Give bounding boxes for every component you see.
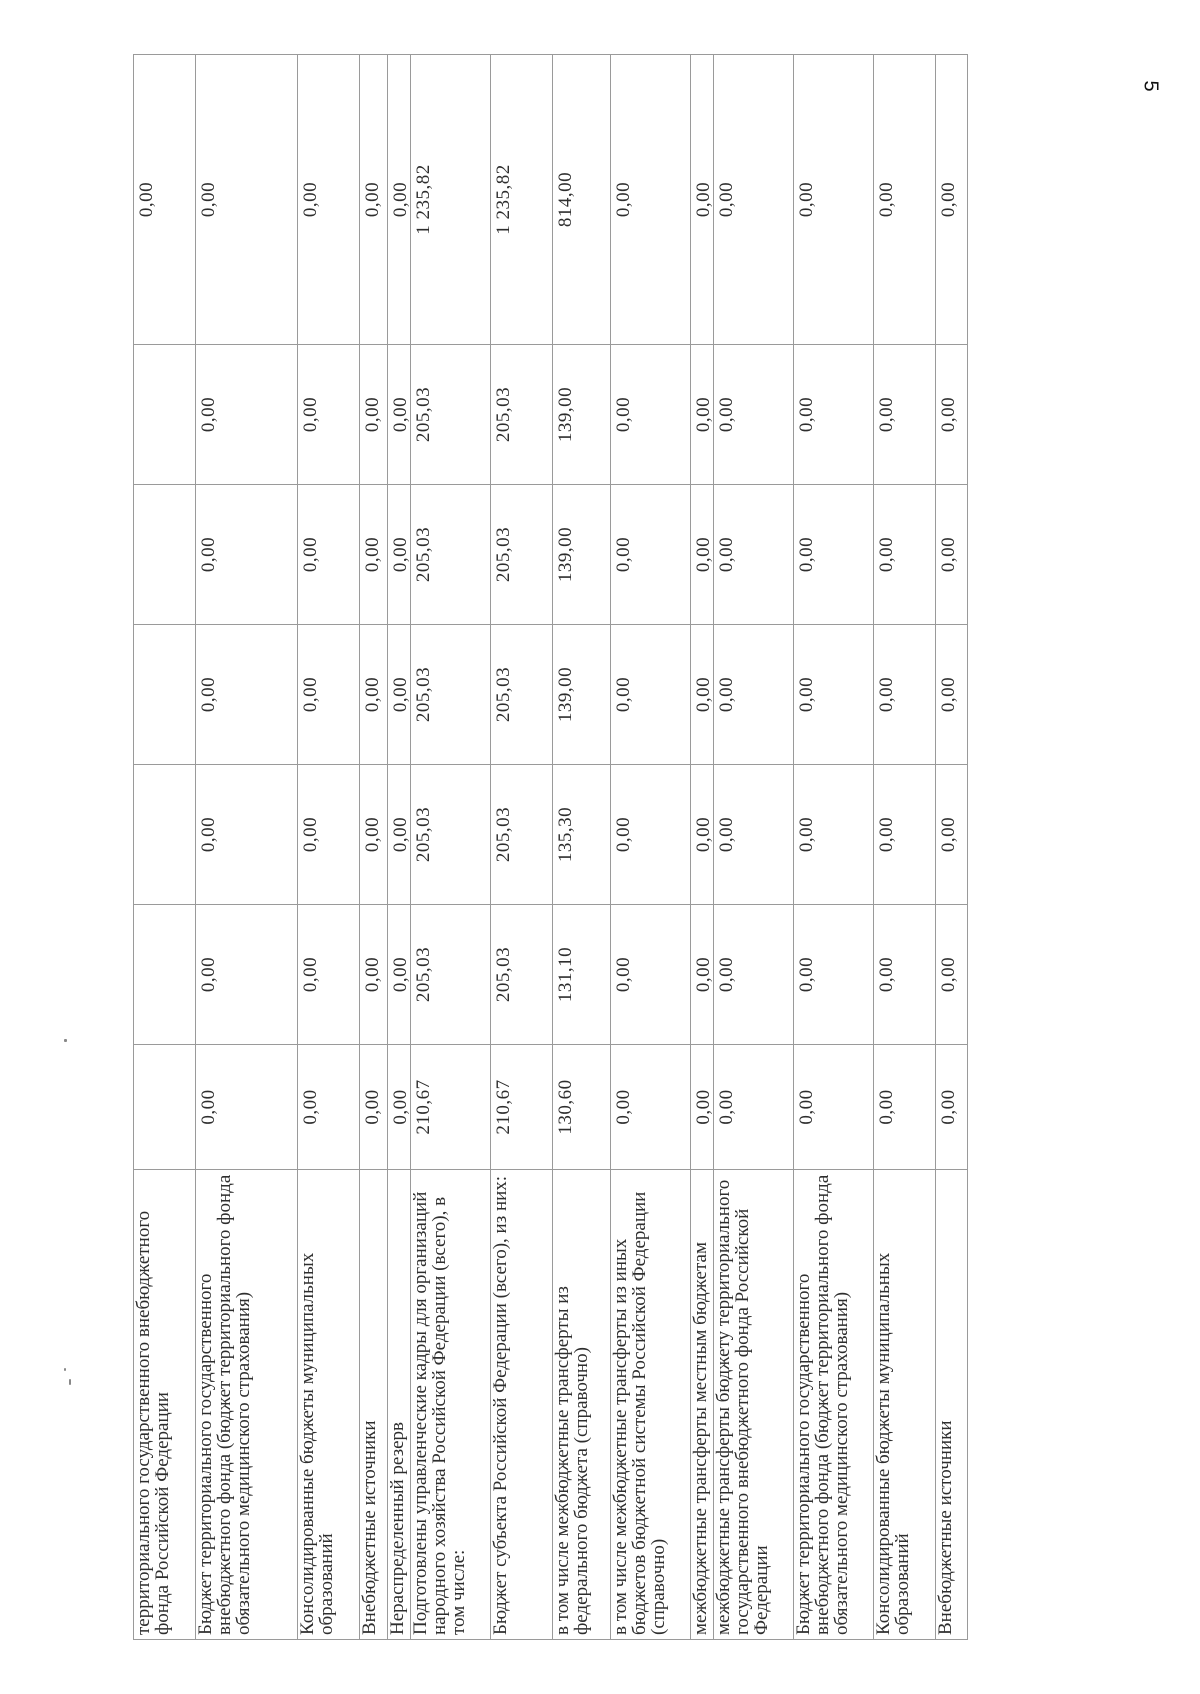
value-cell: 0,00 bbox=[874, 625, 936, 765]
value-cell: 210,67 bbox=[411, 1045, 491, 1170]
value-cell: 0,00 bbox=[298, 905, 360, 1045]
value-cell: 0,00 bbox=[196, 485, 298, 625]
value-cell: 0,00 bbox=[691, 1045, 714, 1170]
value-cell: 0,00 bbox=[936, 905, 968, 1045]
value-cell: 0,00 bbox=[388, 55, 411, 345]
value-cell: 0,00 bbox=[874, 905, 936, 1045]
value-cell: 0,00 bbox=[298, 765, 360, 905]
value-cell: 1 235,82 bbox=[411, 55, 491, 345]
value-cell: 0,00 bbox=[611, 765, 691, 905]
table-row bbox=[411, 55, 491, 1640]
value-cell: 0,00 bbox=[794, 765, 874, 905]
row-label: в том числе межбюджетные трансферты из федерального бюджета (справочно) bbox=[553, 1170, 611, 1640]
value-cell: 0,00 bbox=[360, 485, 388, 625]
value-cell: 205,03 bbox=[411, 345, 491, 485]
value-cell: 0,00 bbox=[388, 625, 411, 765]
table-row bbox=[553, 55, 611, 1640]
value-cell: 0,00 bbox=[611, 485, 691, 625]
table-row bbox=[388, 55, 411, 1640]
row-label: Консолидированные бюджеты муниципальных образований bbox=[874, 1170, 936, 1640]
row-label: Нераспределенный резерв bbox=[388, 1170, 411, 1640]
value-cell: 0,00 bbox=[936, 765, 968, 905]
value-cell: 0,00 bbox=[298, 485, 360, 625]
value-cell: 205,03 bbox=[491, 905, 553, 1045]
value-cell: 0,00 bbox=[360, 1045, 388, 1170]
value-cell: 0,00 bbox=[691, 485, 714, 625]
value-cell: 0,00 bbox=[691, 55, 714, 345]
value-cell: 139,00 bbox=[553, 485, 611, 625]
table-row bbox=[714, 55, 794, 1640]
value-cell: 0,00 bbox=[360, 905, 388, 1045]
value-cell: 0,00 bbox=[388, 1045, 411, 1170]
value-cell: 0,00 bbox=[360, 55, 388, 345]
value-cell: 135,30 bbox=[553, 765, 611, 905]
value-cell: 139,00 bbox=[553, 345, 611, 485]
value-cell: 0,00 bbox=[794, 485, 874, 625]
scan-speck bbox=[64, 1039, 67, 1042]
page-number: 5 bbox=[1139, 80, 1162, 92]
table-row bbox=[936, 55, 968, 1640]
table-row bbox=[611, 55, 691, 1640]
value-cell: 0,00 bbox=[691, 625, 714, 765]
row-label: в том числе межбюджетные трансферты из иных бюджетов бюджетной системы Российской Федерации (справочно) bbox=[611, 1170, 691, 1640]
row-label: Внебюджетные источники bbox=[936, 1170, 968, 1640]
rotated-table-area bbox=[133, 55, 959, 1640]
value-cell: 0,00 bbox=[388, 485, 411, 625]
value-cell: 0,00 bbox=[196, 345, 298, 485]
value-cell: 210,67 bbox=[491, 1045, 553, 1170]
value-cell: 0,00 bbox=[388, 905, 411, 1045]
value-cell: 0,00 bbox=[714, 55, 794, 345]
table-row bbox=[134, 55, 196, 1640]
value-cell: 205,03 bbox=[491, 765, 553, 905]
value-cell: 205,03 bbox=[411, 905, 491, 1045]
value-cell: 814,00 bbox=[553, 55, 611, 345]
value-cell: 0,00 bbox=[691, 345, 714, 485]
row-label: Внебюджетные источники bbox=[360, 1170, 388, 1640]
value-cell: 0,00 bbox=[196, 625, 298, 765]
value-cell: 0,00 bbox=[691, 765, 714, 905]
value-cell bbox=[134, 625, 196, 765]
value-cell: 0,00 bbox=[611, 1045, 691, 1170]
value-cell: 0,00 bbox=[360, 625, 388, 765]
value-cell: 205,03 bbox=[491, 345, 553, 485]
value-cell: 0,00 bbox=[298, 625, 360, 765]
value-cell: 0,00 bbox=[196, 55, 298, 345]
value-cell: 131,10 bbox=[553, 905, 611, 1045]
value-cell: 0,00 bbox=[360, 765, 388, 905]
value-cell: 0,00 bbox=[196, 905, 298, 1045]
value-cell: 0,00 bbox=[874, 1045, 936, 1170]
table-row bbox=[491, 55, 553, 1640]
row-label: Подготовлены управленческие кадры для организаций народного хозяйства Российской Федерации (всего), в том числе: bbox=[411, 1170, 491, 1640]
value-cell: 0,00 bbox=[936, 55, 968, 345]
budget-table bbox=[133, 54, 968, 1640]
value-cell bbox=[134, 1045, 196, 1170]
value-cell: 205,03 bbox=[491, 625, 553, 765]
table-row bbox=[794, 55, 874, 1640]
value-cell: 0,00 bbox=[611, 905, 691, 1045]
row-label: межбюджетные трансферты местным бюджетам bbox=[691, 1170, 714, 1640]
scan-speck bbox=[69, 1379, 71, 1385]
value-cell bbox=[134, 765, 196, 905]
value-cell: 0,00 bbox=[794, 345, 874, 485]
scan-speck bbox=[64, 1368, 66, 1371]
row-label: Консолидированные бюджеты муниципальных образований bbox=[298, 1170, 360, 1640]
value-cell: 0,00 bbox=[874, 55, 936, 345]
table-row bbox=[196, 55, 298, 1640]
value-cell: 0,00 bbox=[388, 345, 411, 485]
value-cell: 130,60 bbox=[553, 1045, 611, 1170]
value-cell: 0,00 bbox=[874, 345, 936, 485]
value-cell: 0,00 bbox=[794, 55, 874, 345]
value-cell: 0,00 bbox=[936, 625, 968, 765]
row-label: Бюджет территориального государственного внебюджетного фонда (бюджет территориального фонда обязательного медицинского страхования) bbox=[794, 1170, 874, 1640]
value-cell: 0,00 bbox=[691, 905, 714, 1045]
value-cell: 0,00 bbox=[714, 905, 794, 1045]
table-row bbox=[298, 55, 360, 1640]
table-row bbox=[691, 55, 714, 1640]
value-cell bbox=[134, 905, 196, 1045]
value-cell: 0,00 bbox=[714, 485, 794, 625]
table-row bbox=[360, 55, 388, 1640]
row-label: Бюджет территориального государственного внебюджетного фонда (бюджет территориального фонда обязательного медицинского страхования) bbox=[196, 1170, 298, 1640]
value-cell: 0,00 bbox=[196, 1045, 298, 1170]
value-cell: 0,00 bbox=[936, 1045, 968, 1170]
value-cell: 0,00 bbox=[388, 765, 411, 905]
table-body bbox=[134, 55, 968, 1640]
value-cell: 205,03 bbox=[411, 625, 491, 765]
value-cell: 0,00 bbox=[611, 55, 691, 345]
value-cell: 205,03 bbox=[411, 765, 491, 905]
value-cell: 139,00 bbox=[553, 625, 611, 765]
value-cell bbox=[134, 485, 196, 625]
value-cell: 0,00 bbox=[936, 345, 968, 485]
value-cell: 0,00 bbox=[714, 345, 794, 485]
value-cell: 0,00 bbox=[874, 765, 936, 905]
value-cell: 0,00 bbox=[134, 55, 196, 345]
value-cell: 0,00 bbox=[714, 1045, 794, 1170]
row-label: межбюджетные трансферты бюджету территориального государственного внебюджетного фонда Российской Федерации bbox=[714, 1170, 794, 1640]
value-cell: 0,00 bbox=[714, 625, 794, 765]
value-cell: 0,00 bbox=[936, 485, 968, 625]
table-row bbox=[874, 55, 936, 1640]
value-cell: 0,00 bbox=[874, 485, 936, 625]
value-cell: 0,00 bbox=[794, 905, 874, 1045]
value-cell: 1 235,82 bbox=[491, 55, 553, 345]
value-cell: 0,00 bbox=[298, 55, 360, 345]
value-cell: 0,00 bbox=[611, 345, 691, 485]
value-cell: 0,00 bbox=[794, 625, 874, 765]
value-cell: 0,00 bbox=[298, 345, 360, 485]
value-cell: 0,00 bbox=[714, 765, 794, 905]
value-cell: 0,00 bbox=[360, 345, 388, 485]
value-cell: 0,00 bbox=[794, 1045, 874, 1170]
row-label: Бюджет субъекта Российской Федерации (всего), из них: bbox=[491, 1170, 553, 1640]
value-cell: 0,00 bbox=[196, 765, 298, 905]
value-cell: 205,03 bbox=[411, 485, 491, 625]
value-cell bbox=[134, 345, 196, 485]
value-cell: 205,03 bbox=[491, 485, 553, 625]
value-cell: 0,00 bbox=[298, 1045, 360, 1170]
value-cell: 0,00 bbox=[611, 625, 691, 765]
row-label: территориального государственного внебюджетного фонда Российской Федерации bbox=[134, 1170, 196, 1640]
